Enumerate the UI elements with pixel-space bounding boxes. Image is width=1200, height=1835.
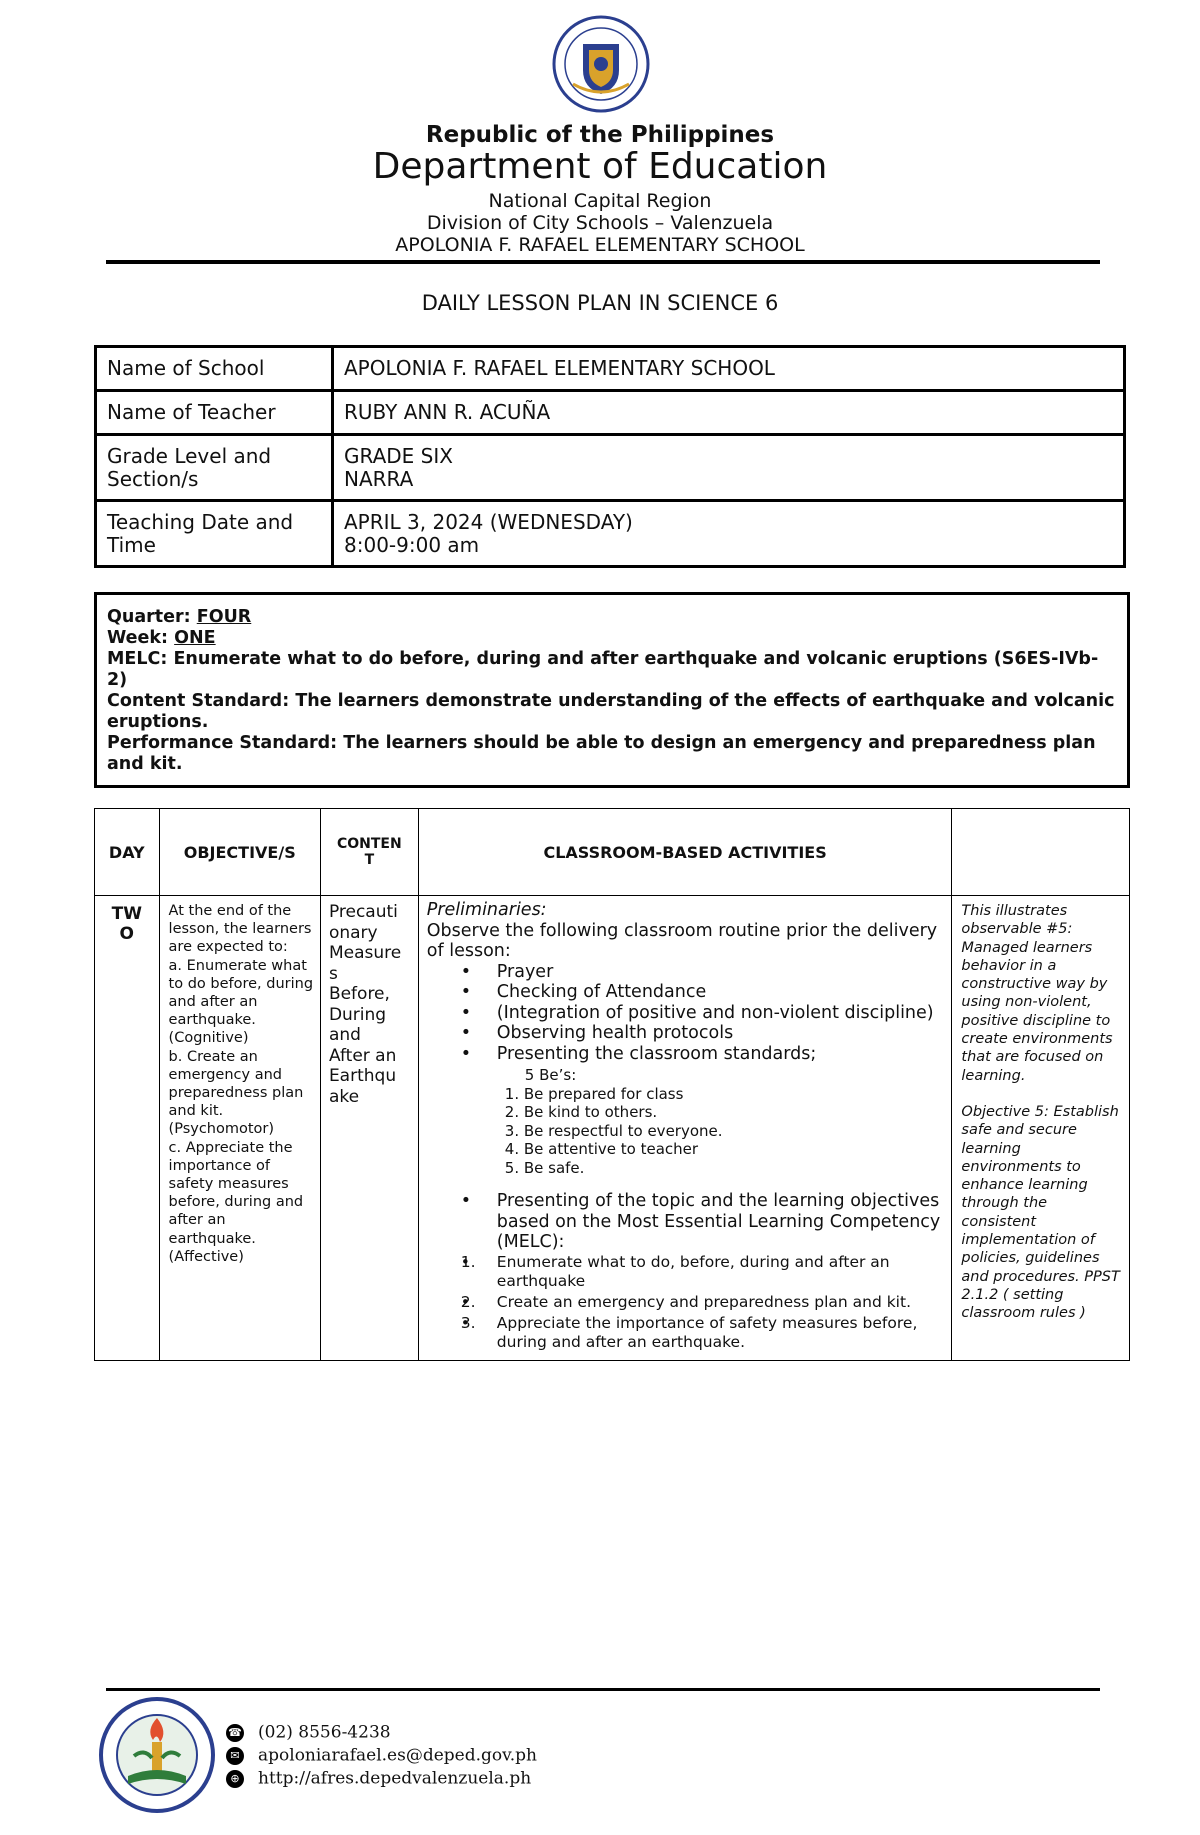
contact-phone	[226, 1722, 391, 1743]
grade-label-line-1: Grade Level and	[107, 443, 272, 468]
content-standard-value: The learners demonstrate understanding of the effects of earthquake and volcanic eruptions.	[107, 691, 1115, 732]
performance-standard-value: The learners should be able to design an emergency and preparedness plan and kit.	[107, 733, 1096, 774]
objectives-cell	[159, 896, 320, 1361]
deped-seal-logo	[551, 14, 651, 114]
be-item: 2. Be kind to others.	[504, 1103, 658, 1121]
melc-objective-number: • 1.	[460, 1252, 476, 1271]
be-item: 5. Be safe.	[504, 1158, 585, 1177]
content-line: Before,	[328, 984, 390, 1004]
melc-label: MELC:	[107, 649, 168, 669]
quarter-value: FOUR	[196, 607, 252, 627]
info-row-school	[96, 347, 1125, 391]
date-label	[96, 501, 333, 567]
grade-label-line-2: Section/s	[107, 466, 199, 491]
five-bes-list	[427, 1066, 944, 1177]
content-line: After an	[328, 1045, 397, 1066]
routine-list	[427, 962, 944, 1065]
republic-line: Republic of the Philippines	[425, 122, 775, 148]
contact-website	[226, 1768, 531, 1789]
preliminaries-heading: Preliminaries:	[426, 900, 547, 920]
objective-b: b. Create an emergency and preparedness plan and kit. (Psychomotor)	[168, 1048, 304, 1138]
content-header	[320, 809, 418, 896]
info-row-grade	[96, 435, 1125, 501]
melc-objective-item	[460, 1292, 944, 1312]
week-value: ONE	[174, 628, 216, 648]
five-bes-title: 5 Be’s:	[524, 1066, 577, 1084]
melc-objective-item	[460, 1252, 944, 1291]
date-value-line-1: APRIL 3, 2024 (WEDNESDAY)	[344, 509, 633, 534]
content-line: ake	[328, 1086, 360, 1107]
header-divider	[106, 260, 1100, 264]
content-line: onary	[328, 922, 378, 943]
melc-objective-text: Enumerate what to do, before, during and after an earthquake	[496, 1252, 890, 1290]
division-line: Division of City Schools – Valenzuela	[426, 212, 774, 234]
topic-item: • Presenting of the topic and the learning objectives based on the Most Essential Learning Competency (MELC):	[497, 1191, 944, 1253]
be-item: 4. Be attentive to teacher	[504, 1140, 699, 1158]
school-line: APOLONIA F. RAFAEL ELEMENTARY SCHOOL	[395, 234, 805, 256]
notes-header	[952, 809, 1130, 896]
website-text: http://afres.depedvalenzuela.ph	[258, 1768, 532, 1789]
week-line	[107, 628, 1117, 649]
notes-cell	[952, 896, 1130, 1361]
routine-item: • Observing health protocols	[497, 1023, 944, 1044]
date-label-line-2: Time	[107, 532, 156, 557]
day-cell	[95, 896, 160, 1361]
date-label-line-1: Teaching Date and	[107, 509, 294, 534]
grade-value-line-2: NARRA	[344, 466, 414, 491]
date-value	[333, 501, 1125, 567]
grade-label	[96, 435, 333, 501]
note-objective: Objective 5: Establish safe and secure learning environments to enhance learning through the consistent implementation of policies, guidelines and procedures. PPST 2.1.2 ( setting classroom rules )	[961, 1103, 1120, 1322]
day-line-1: TW	[111, 904, 142, 924]
grade-value	[333, 435, 1125, 501]
grade-value-line-1: GRADE SIX	[344, 443, 453, 468]
info-row-teacher	[96, 391, 1125, 435]
phone-icon: ☎	[226, 1724, 244, 1742]
content-line: During	[328, 1004, 387, 1025]
date-value-line-2: 8:00-9:00 am	[344, 532, 480, 557]
content-standard-label: Content Standard:	[107, 691, 290, 711]
standards-box	[94, 592, 1130, 788]
topic-list	[427, 1191, 944, 1253]
melc-objective-number: • 2.	[460, 1292, 476, 1311]
objective-c: c. Appreciate the importance of safety measures before, during and after an earthquake. (Affective)	[168, 1139, 304, 1265]
melc-objective-text: Create an emergency and preparedness plan and kit.	[496, 1292, 911, 1311]
content-line: Precauti	[328, 902, 398, 922]
activities-cell	[418, 896, 952, 1361]
routine-item: • Checking of Attendance	[497, 982, 944, 1003]
be-item: 3. Be respectful to everyone.	[504, 1121, 723, 1140]
objective-header: OBJECTIVE/S	[159, 809, 320, 896]
school-logo	[98, 1696, 216, 1814]
lesson-row	[95, 896, 1130, 1361]
teacher-value: RUBY ANN R. ACUÑA	[333, 391, 1125, 435]
melc-value: Enumerate what to do before, during and after earthquake and volcanic eruptions (S6ES-IVb-2)	[107, 649, 1099, 690]
note-observable: This illustrates observable #5: Managed learners behavior in a constructive way by using non-violent, positive discipline to create environments that are focused on learning.	[961, 903, 1113, 1084]
objective-a: a. Enumerate what to do before, during and after an earthquake. (Cognitive)	[168, 957, 314, 1047]
melc-line	[107, 649, 1117, 691]
content-line: Earthqu	[328, 1066, 397, 1086]
region-line: National Capital Region	[488, 190, 712, 212]
teacher-label: Name of Teacher	[96, 391, 333, 435]
objective-intro: At the end of the lesson, the learners are expected to:	[168, 903, 312, 956]
contact-email	[226, 1745, 537, 1766]
melc-objective-item	[460, 1313, 944, 1352]
school-value: APOLONIA F. RAFAEL ELEMENTARY SCHOOL	[333, 347, 1125, 391]
melc-objective-text: Appreciate the importance of safety measures before, during and after an earthquake.	[496, 1313, 918, 1351]
routine-item: • Prayer	[497, 962, 944, 983]
content-line: Measure	[328, 943, 402, 963]
footer-divider	[106, 1688, 1100, 1691]
performance-standard-label: Performance Standard:	[107, 733, 338, 753]
content-standard-line	[107, 691, 1117, 733]
routine-item: • (Integration of positive and non-violent discipline)	[497, 1003, 944, 1024]
activities-header: CLASSROOM-BASED ACTIVITIES	[418, 809, 952, 896]
quarter-label: Quarter:	[107, 607, 191, 627]
content-line: s	[328, 963, 338, 984]
lesson-table	[94, 808, 1130, 1361]
department-name: Department of Education	[372, 146, 828, 187]
routine-intro: Observe the following classroom routine prior the delivery of lesson:	[426, 920, 938, 961]
school-label: Name of School	[96, 347, 333, 391]
content-header-line-2: T	[364, 852, 375, 868]
melc-objectives-list	[427, 1253, 944, 1352]
content-cell	[320, 896, 418, 1361]
melc-objective-number: • 3.	[460, 1313, 476, 1332]
email-icon: ✉	[226, 1747, 244, 1765]
week-label: Week:	[107, 628, 169, 648]
be-item: 1. Be prepared for class	[504, 1084, 684, 1103]
phone-text: (02) 8556-4238	[258, 1722, 391, 1743]
routine-item: • Presenting the classroom standards;	[497, 1044, 944, 1065]
lesson-header-row	[95, 809, 1130, 896]
performance-standard-line	[107, 733, 1117, 775]
content-header-line-1: CONTEN	[336, 836, 402, 852]
day-line-2: O	[119, 924, 134, 944]
info-table	[94, 345, 1126, 568]
quarter-line	[107, 607, 1117, 628]
day-header: DAY	[95, 809, 160, 896]
info-row-date	[96, 501, 1125, 567]
plan-title: DAILY LESSON PLAN IN SCIENCE 6	[421, 291, 779, 315]
email-text: apoloniarafael.es@deped.gov.ph	[258, 1745, 537, 1766]
content-line: and	[328, 1025, 361, 1045]
globe-icon: ⊕	[226, 1770, 244, 1788]
